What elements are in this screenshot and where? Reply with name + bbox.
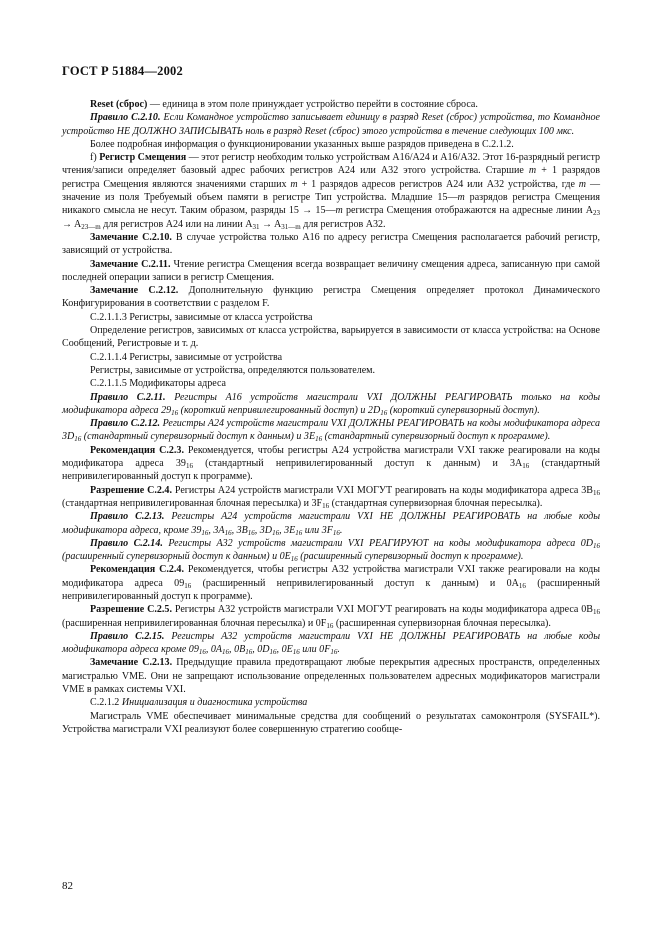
text-run: (расширенный непривилегированный доступ к данным) и 0A: [191, 577, 519, 589]
subscript: 16: [593, 488, 600, 497]
paragraph: [62, 351, 600, 364]
text-run: регистра Смещения отображаются на адресные линии A: [342, 205, 594, 217]
text-run: m: [528, 165, 537, 177]
paragraph: [62, 151, 600, 231]
text-run: — этот регистр необходим только устройствам A16/A24 и A16/A32. Этот 16-разрядный регистр чтения/записи определяет базовый адрес рабочих регистров A24 или A32 этого устройства. Старшие: [62, 152, 600, 177]
subscript: 16: [292, 648, 300, 657]
text-run: Более подробная информация о функционировании указанных выше разрядов приведена в C.2.1.2.: [90, 138, 514, 150]
subscript: 16: [222, 648, 230, 657]
text-run: + 1 разрядов адресов регистров A24 или A32 устройства, где: [297, 178, 579, 190]
subscript: 16: [185, 462, 193, 471]
text-run: , 0D: [252, 644, 270, 656]
text-run: + 1 разрядов регистра Смещения являются значениями старших: [62, 165, 600, 190]
paragraph: [62, 258, 600, 285]
text-run: Разрешение C.2.5.: [90, 604, 172, 616]
text-run: Правило C.2.14.: [90, 537, 163, 549]
text-run: или 3F: [302, 524, 333, 536]
text-run: Замечание C.2.13.: [90, 657, 173, 669]
paragraph: [62, 391, 600, 418]
paragraph: [62, 696, 600, 709]
text-run: Рекомендуется, чтобы регистры A32 устройства магистрали VXI также реагировали на коды модификатора адреса 09: [62, 564, 600, 589]
paragraph: [62, 377, 600, 390]
text-run: (расширенный непривилегированный доступ к программе).: [62, 577, 600, 602]
text-run: (стандартный супервизорный доступ к данным) и 3E: [81, 431, 316, 443]
paragraph: [62, 510, 600, 537]
subscript: 16: [224, 528, 232, 537]
text-run: Регистры A24 устройств магистрали VXI МОГУТ реагировать на коды модификатора адреса 3B: [171, 484, 593, 496]
text-run: В случае устройства только A16 по адресу регистра Смещения располагается рабочий регистр, зависящий от устройства.: [62, 231, 600, 257]
paragraph: [62, 417, 600, 444]
paragraph: [62, 231, 600, 258]
text-run: , 3B: [231, 524, 248, 536]
text-run: Рекомендация C.2.4.: [90, 564, 184, 576]
subscript: 16: [332, 528, 340, 537]
paragraph: [62, 563, 600, 603]
text-run: , 0E: [276, 644, 293, 656]
subscript: 23—m: [81, 222, 101, 231]
paragraph: [62, 111, 600, 138]
text-run: Рекомендуется, чтобы регистры A24 устройства магистрали VXI также реагировали на коды модификатора адреса 39: [62, 444, 600, 470]
text-run: Предыдущие правила предотвращают любые перекрытия адресных пространств, определенных магистралью VME. Они не запрещают использование определенных пользователем адресных модификаторов магистрали VME в рамках системы VXI.: [62, 657, 601, 696]
subscript: 31—m: [281, 222, 301, 231]
text-run: (стандартный супервизорный доступ к программе).: [322, 431, 551, 443]
text-run: (расширенная супервизорная блочная пересылка).: [333, 617, 551, 629]
subscript: 16: [518, 581, 526, 590]
text-run: Reset (сброс): [90, 99, 148, 110]
paragraph: [62, 603, 600, 630]
subscript: 16: [171, 408, 179, 417]
text-run: (стандартная супервизорная блочная пересылка).: [329, 497, 543, 509]
text-run: , 3E: [279, 524, 296, 536]
text-run: Замечание C.2.10.: [90, 231, 172, 243]
text-run: Регистр Смещения: [99, 152, 187, 164]
paragraph: [62, 710, 600, 737]
text-run: , 3D: [254, 524, 273, 536]
document-body: [62, 98, 600, 736]
text-run: .: [339, 524, 343, 536]
text-run: (короткий супервизорный доступ).: [387, 404, 540, 416]
page-number: 82: [62, 880, 73, 892]
text-run: Магистраль VME обеспечивает минимальные средства для сообщений о результатах самоконтроля (SYSFAIL*). Устройства магистрали VXI реализуют более совершенную стратегию сообще-: [62, 710, 600, 735]
text-run: C.2.1.2: [90, 697, 122, 709]
text-run: m: [290, 178, 298, 190]
text-run: Правило C.2.13.: [90, 511, 165, 523]
text-run: m: [578, 178, 587, 190]
text-run: (стандартный непривилегированный доступ к программе).: [62, 458, 600, 483]
paragraph: [62, 364, 600, 377]
text-run: Дополнительную функцию регистра Смещения определяет протокол Динамического Конфигурирования в соответствии с разделом F.: [62, 285, 600, 310]
paragraph: [62, 98, 600, 111]
paragraph: [62, 311, 600, 324]
text-run: C.2.1.1.5 Модификаторы адреса: [90, 378, 226, 390]
subscript: 16: [315, 435, 323, 444]
text-run: Определение регистров, зависимых от класса устройства, варьируется в зависимости от класса устройства: на Основе Сообщений, Регистровые и т. д.: [62, 325, 600, 350]
text-run: m: [457, 192, 465, 204]
subscript: 16: [522, 462, 530, 471]
text-run: — значение из поля Требуемый объем памяти в регистре Тип устройства. Младшие 15—: [62, 178, 600, 204]
subscript: 23: [593, 209, 601, 218]
text-run: Замечание C.2.12.: [90, 285, 179, 297]
subscript: 16: [198, 648, 206, 657]
paragraph: [62, 284, 600, 311]
paragraph: [62, 630, 600, 657]
subscript: 16: [593, 541, 600, 550]
text-run: для регистров A32.: [300, 218, 386, 230]
subscript: 16: [74, 435, 82, 444]
text-run: (короткий непривилегированный доступ) и 2D: [178, 404, 381, 416]
text-run: Если Командное устройство записывает единицу в разряд Reset (сброс) устройства, то Командное устройство НЕ ДОЛЖНО ЗАПИСЫВАТЬ ноль в разряд Reset (сброс) этого устройства в течение следующих 100 мкс.: [62, 112, 600, 137]
text-run: , 3A: [208, 524, 225, 536]
text-run: (расширенная непривилегированная блочная пересылка) и 0F: [62, 617, 327, 629]
text-run: Чтение регистра Смещения всегда возвращает величину смещения адреса, записанную при самой последней операции записи в регистр Смещения.: [62, 258, 600, 283]
text-run: Регистры A24 устройств магистрали VXI ДОЛЖНЫ РЕАГИРОВАТЬ на коды модификатора адреса 3D: [62, 418, 601, 443]
text-run: Правило C.2.12.: [90, 418, 161, 430]
text-run: или 0F: [299, 644, 331, 656]
page-header: ГОСТ Р 51884—2002: [62, 64, 183, 78]
paragraph: [62, 537, 600, 564]
text-run: Рекомендация C.2.3.: [90, 444, 184, 456]
text-run: Правило C.2.11.: [90, 391, 166, 403]
text-run: , 0B: [229, 644, 246, 656]
text-run: (расширенный супервизорный доступ к данным) и 0E: [62, 551, 291, 563]
paragraph: [62, 138, 600, 151]
text-run: Замечание C.2.11.: [90, 258, 171, 270]
text-run: — единица в этом поле принуждает устройство перейти в состояние сброса.: [147, 99, 478, 110]
text-run: m: [335, 205, 343, 217]
subscript: 31: [252, 222, 260, 231]
subscript: 16: [322, 501, 330, 510]
subscript: 16: [295, 528, 303, 537]
subscript: 16: [247, 528, 255, 537]
text-run: разрядов регистра Смещения никакого смысла не несут. Таким образом, разряды 15 → 15—: [62, 192, 600, 217]
text-run: Регистры A32 устройств магистрали VXI МОГУТ реагировать на коды модификатора адреса 0B: [171, 604, 593, 616]
text-run: , 0A: [205, 644, 223, 656]
text-run: Инициализация и диагностика устройства: [121, 697, 308, 709]
paragraph: [62, 324, 600, 351]
subscript: 16: [201, 528, 209, 537]
text-run: Регистры A24 устройств магистрали VXI НЕ ДОЛЖНЫ РЕАГИРОВАТЬ на любые коды модификатора адреса, кроме 39: [62, 511, 600, 536]
text-run: .: [337, 644, 340, 656]
text-run: C.2.1.1.3 Регистры, зависимые от класса устройства: [90, 311, 313, 323]
text-run: Регистры A32 устройств магистрали VXI РЕАГИРУЮТ на коды модификатора адреса 0D: [162, 537, 593, 549]
text-run: для регистров A24 или на линии A: [100, 218, 253, 230]
subscript: 16: [380, 408, 388, 417]
text-run: Регистры, зависимые от устройства, определяются пользователем.: [90, 364, 376, 376]
paragraph: [62, 656, 600, 696]
subscript: 16: [272, 528, 280, 537]
subscript: 16: [593, 608, 600, 617]
subscript: 16: [330, 648, 338, 657]
text-run: Регистры A16 устройств магистрали VXI ДОЛЖНЫ РЕАГИРОВАТЬ только на коды модификатора адреса 29: [62, 391, 600, 416]
text-run: (расширенный супервизорный доступ к программе).: [297, 551, 524, 563]
text-run: (стандартный непривилегированный доступ к данным) и 3A: [192, 458, 523, 470]
paragraph: [62, 444, 600, 484]
text-run: f): [90, 152, 100, 164]
paragraph: [62, 484, 600, 511]
subscript: 16: [290, 555, 298, 564]
subscript: 16: [184, 581, 192, 590]
text-run: → A: [62, 218, 82, 230]
subscript: 16: [269, 648, 277, 657]
text-run: Регистры A32 устройств магистрали VXI НЕ ДОЛЖНЫ РЕАГИРОВАТЬ на любые коды модификатора адреса кроме 09: [62, 630, 600, 656]
subscript: 16: [326, 621, 334, 630]
text-run: C.2.1.1.4 Регистры, зависимые от устройства: [90, 351, 283, 363]
text-run: (стандартная непривилегированная блочная пересылка) и 3F: [62, 497, 323, 509]
text-run: → A: [259, 218, 282, 230]
text-run: Разрешение C.2.4.: [90, 484, 172, 496]
text-run: Правило C.2.15.: [90, 630, 165, 642]
subscript: 16: [245, 648, 253, 657]
text-run: Правило C.2.10.: [90, 112, 161, 124]
